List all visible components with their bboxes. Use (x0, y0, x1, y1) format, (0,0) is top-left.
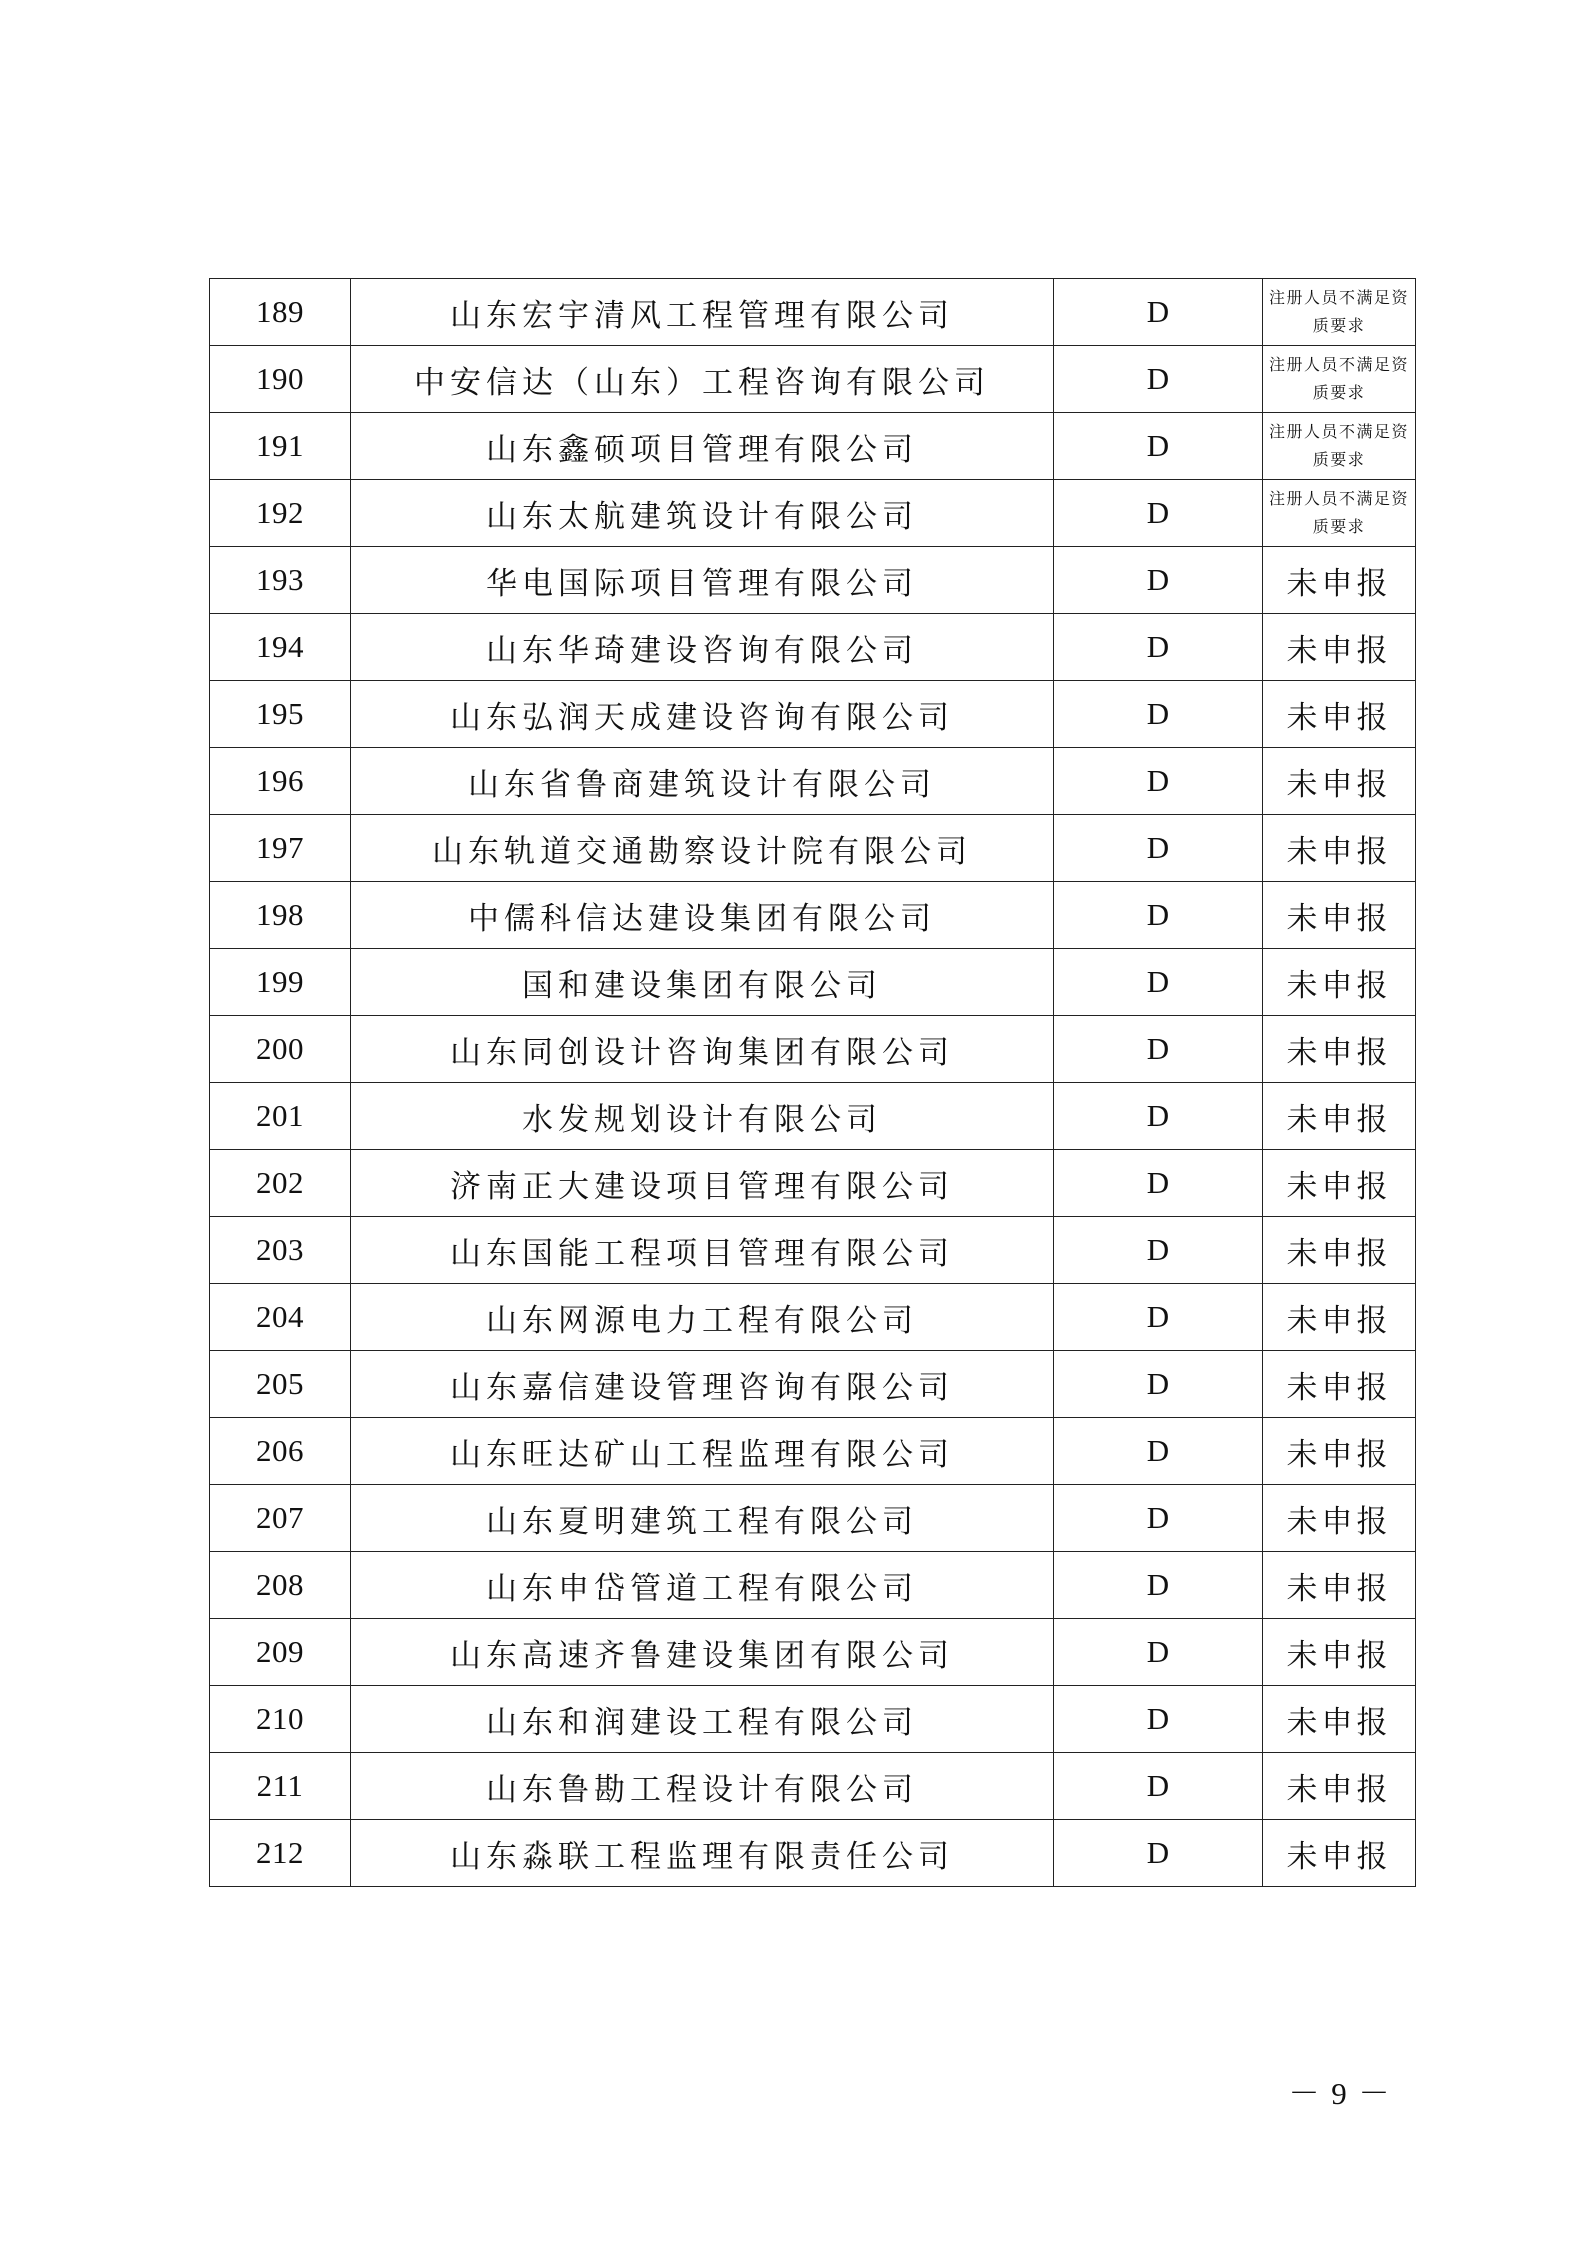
company-name: 山东鑫硕项目管理有限公司 (351, 413, 1054, 480)
company-name: 山东鲁勘工程设计有限公司 (351, 1753, 1054, 1820)
grade-cell: D (1054, 1016, 1263, 1083)
row-number: 195 (210, 681, 351, 748)
row-number: 193 (210, 547, 351, 614)
company-name: 山东同创设计咨询集团有限公司 (351, 1016, 1054, 1083)
note-cell: 未申报 (1263, 681, 1416, 748)
note-cell: 未申报 (1263, 614, 1416, 681)
table-row (210, 1418, 1416, 1485)
note-cell: 未申报 (1263, 1284, 1416, 1351)
row-number: 205 (210, 1351, 351, 1418)
grade-cell: D (1054, 1083, 1263, 1150)
note-cell: 注册人员不满足资质要求 (1263, 413, 1416, 480)
grade-cell: D (1054, 1619, 1263, 1686)
note-cell: 未申报 (1263, 815, 1416, 882)
table-row (210, 614, 1416, 681)
table-row (210, 882, 1416, 949)
company-name: 山东省鲁商建筑设计有限公司 (351, 748, 1054, 815)
note-cell: 未申报 (1263, 882, 1416, 949)
grade-cell: D (1054, 413, 1263, 480)
company-name: 华电国际项目管理有限公司 (351, 547, 1054, 614)
row-number: 190 (210, 346, 351, 413)
row-number: 198 (210, 882, 351, 949)
company-name: 山东申岱管道工程有限公司 (351, 1552, 1054, 1619)
company-name: 山东嘉信建设管理咨询有限公司 (351, 1351, 1054, 1418)
page-number: － 9 － (1288, 2076, 1392, 2111)
grade-cell: D (1054, 1418, 1263, 1485)
grade-cell: D (1054, 547, 1263, 614)
company-name: 中安信达（山东）工程咨询有限公司 (351, 346, 1054, 413)
row-number: 199 (210, 949, 351, 1016)
company-name: 山东夏明建筑工程有限公司 (351, 1485, 1054, 1552)
row-number: 210 (210, 1686, 351, 1753)
table-row (210, 346, 1416, 413)
row-number: 206 (210, 1418, 351, 1485)
table-row (210, 480, 1416, 547)
row-number: 191 (210, 413, 351, 480)
company-name: 山东太航建筑设计有限公司 (351, 480, 1054, 547)
note-cell: 未申报 (1263, 1150, 1416, 1217)
note-cell: 未申报 (1263, 949, 1416, 1016)
note-cell: 未申报 (1263, 1552, 1416, 1619)
note-cell: 未申报 (1263, 1418, 1416, 1485)
table-row (210, 1351, 1416, 1418)
grade-cell: D (1054, 882, 1263, 949)
row-number: 212 (210, 1820, 351, 1887)
table-row (210, 748, 1416, 815)
row-number: 197 (210, 815, 351, 882)
grade-cell: D (1054, 1351, 1263, 1418)
table-row (210, 1016, 1416, 1083)
table-row (210, 1217, 1416, 1284)
table-row (210, 547, 1416, 614)
grade-cell: D (1054, 815, 1263, 882)
row-number: 208 (210, 1552, 351, 1619)
grade-cell: D (1054, 279, 1263, 346)
company-name: 山东网源电力工程有限公司 (351, 1284, 1054, 1351)
table-row (210, 1485, 1416, 1552)
company-name: 山东旺达矿山工程监理有限公司 (351, 1418, 1054, 1485)
table-row (210, 949, 1416, 1016)
company-name: 山东轨道交通勘察设计院有限公司 (351, 815, 1054, 882)
row-number: 196 (210, 748, 351, 815)
grade-cell: D (1054, 681, 1263, 748)
grade-cell: D (1054, 1284, 1263, 1351)
row-number: 211 (210, 1753, 351, 1820)
grade-cell: D (1054, 346, 1263, 413)
note-cell: 注册人员不满足资质要求 (1263, 480, 1416, 547)
table-row (210, 1150, 1416, 1217)
grade-cell: D (1054, 480, 1263, 547)
company-name: 山东宏宇清风工程管理有限公司 (351, 279, 1054, 346)
note-cell: 未申报 (1263, 1619, 1416, 1686)
row-number: 202 (210, 1150, 351, 1217)
row-number: 203 (210, 1217, 351, 1284)
row-number: 204 (210, 1284, 351, 1351)
table-row (210, 681, 1416, 748)
grade-cell: D (1054, 614, 1263, 681)
grade-cell: D (1054, 1217, 1263, 1284)
table-row (210, 1284, 1416, 1351)
table-row (210, 1083, 1416, 1150)
row-number: 194 (210, 614, 351, 681)
company-table-body (210, 279, 1416, 1887)
note-cell: 未申报 (1263, 748, 1416, 815)
table-row (210, 1552, 1416, 1619)
note-cell: 未申报 (1263, 547, 1416, 614)
row-number: 192 (210, 480, 351, 547)
note-cell: 未申报 (1263, 1016, 1416, 1083)
row-number: 189 (210, 279, 351, 346)
company-name: 山东和润建设工程有限公司 (351, 1686, 1054, 1753)
table-row (210, 1619, 1416, 1686)
grade-cell: D (1054, 949, 1263, 1016)
company-name: 山东华琦建设咨询有限公司 (351, 614, 1054, 681)
company-name: 济南正大建设项目管理有限公司 (351, 1150, 1054, 1217)
table-row (210, 279, 1416, 346)
company-name: 山东弘润天成建设咨询有限公司 (351, 681, 1054, 748)
grade-cell: D (1054, 1485, 1263, 1552)
grade-cell: D (1054, 1686, 1263, 1753)
row-number: 201 (210, 1083, 351, 1150)
note-cell: 未申报 (1263, 1351, 1416, 1418)
note-cell: 未申报 (1263, 1083, 1416, 1150)
table-row (210, 1820, 1416, 1887)
note-cell: 注册人员不满足资质要求 (1263, 346, 1416, 413)
company-table (209, 278, 1416, 1887)
grade-cell: D (1054, 1552, 1263, 1619)
grade-cell: D (1054, 1753, 1263, 1820)
note-cell: 未申报 (1263, 1217, 1416, 1284)
row-number: 200 (210, 1016, 351, 1083)
note-cell: 未申报 (1263, 1753, 1416, 1820)
table-row (210, 1686, 1416, 1753)
company-name: 山东淼联工程监理有限责任公司 (351, 1820, 1054, 1887)
table-row (210, 1753, 1416, 1820)
company-name: 国和建设集团有限公司 (351, 949, 1054, 1016)
company-name: 水发规划设计有限公司 (351, 1083, 1054, 1150)
table-row (210, 413, 1416, 480)
note-cell: 未申报 (1263, 1820, 1416, 1887)
company-name: 中儒科信达建设集团有限公司 (351, 882, 1054, 949)
company-name: 山东国能工程项目管理有限公司 (351, 1217, 1054, 1284)
row-number: 207 (210, 1485, 351, 1552)
note-cell: 未申报 (1263, 1686, 1416, 1753)
grade-cell: D (1054, 1150, 1263, 1217)
note-cell: 未申报 (1263, 1485, 1416, 1552)
note-cell: 注册人员不满足资质要求 (1263, 279, 1416, 346)
table-row (210, 815, 1416, 882)
grade-cell: D (1054, 748, 1263, 815)
company-name: 山东高速齐鲁建设集团有限公司 (351, 1619, 1054, 1686)
row-number: 209 (210, 1619, 351, 1686)
grade-cell: D (1054, 1820, 1263, 1887)
